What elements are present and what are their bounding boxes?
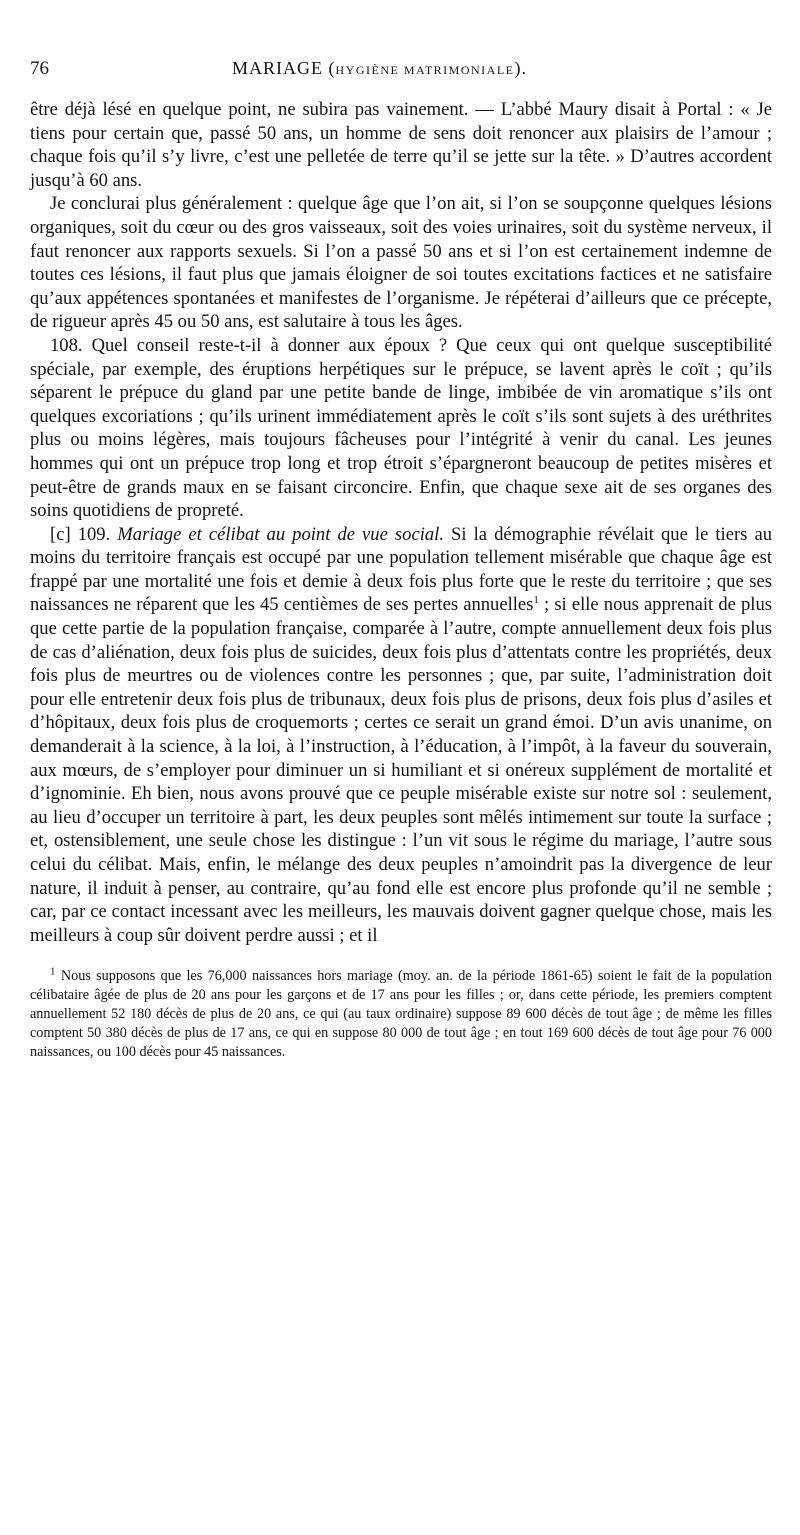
paragraph-108: 108. Quel conseil reste-t-il à donner aux époux ? Que ceux qui ont quelque susceptibilité spéciale, par exemple, des éruptions herpétiques sur le prépuce, se lavent après le coït ; qu’ils séparent le prépuce du gland par une petite bande de linge, imbibée de vin aromatique s’ils ont quelques excoriations ; qu’ils urinent immédiatement après le coït s’ils sont sujets à des uréthrites plus ou moins légères, mais toujours fâcheuses pour l’intégrité à venir du canal. Les jeunes hommes qui ont un prépuce trop long et trop étroit s’épargneront beaucoup de petites misères et peut-être de grands maux en se faisant circoncire. Enfin, que chaque sexe ait de ses organes des soins quotidiens de propreté. <box>30 334 772 522</box>
paragraph-109 <box>30 523 772 948</box>
section-text-a: Si la démographie révélait que le tiers au moins du territoire français est occupé par une population tellement misérable que chaque âge est frappé par une mortalité une fois et demie à deux fois plus forte que le reste du territoire ; que ses naissances ne réparent que les 45 centièmes de ses pertes annuelles <box>30 523 772 616</box>
running-title-subtitle: HYGIÈNE MATRIMONIALE <box>335 63 515 77</box>
footnote-text: Nous supposons que les 76,000 naissances hors mariage (moy. an. de la période 1861-65) soient le fait de la population célibataire âgée de plus de 20 ans pour les garçons et de 17 ans pour les filles ; or, dans cette période, les premiers comptent annuellement 52 180 décès de plus de 20 ans, ce qui (au taux ordinaire) suppose 89 600 décès de tout âge ; de même les filles comptent 50 380 décès de plus de 17 ans, ce qui en suppose 80 000 de tout âge ; en tout 169 600 décès de tout âge pour 76 000 naissances, ou 100 décès pour 45 naissances. <box>30 968 772 1061</box>
page-number: 76 <box>30 58 49 79</box>
footnote-marker: 1 <box>50 965 56 978</box>
book-page <box>30 58 772 1062</box>
section-text-b: ; si elle nous apprenait de plus que cette partie de la population française, comparée à l’autre, compte annuellement deux fois plus de cas d’aliénation, deux fois plus de suicides, deux fois plus d’attentats contre les propriétés, deux fois plus de meurtres ou de violences contre les personnes ; que, par suite, l’administration doit pour elle entretenir deux fois plus de tribunaux, deux fois plus de prisons, deux fois plus d’asiles et d’hôpitaux, deux fois plus de croquemorts ; certes ce serait un grand émoi. D’un avis unanime, on demanderait à la science, à la loi, à l’instruction, à l’éducation, à l’impôt, à la faveur du souverain, aux mœurs, de s’employer pour diminuer un si humiliant et si onéreux supplément de mortalité et d’ignominie. Eh bien, nous avons prouvé que ce peuple misérable existe sur notre sol : seulement, au lieu d’occuper un territoire à part, les deux peuples sont mêlés intimement sur toute la surface ; et, ostensiblement, une seule chose les distingue : l’un vit sous le régime du mariage, l’autre sous celui du célibat. Mais, enfin, le mélange des deux peuples n’amoindrit pas la divergence de leur nature, il induit à penser, au contraire, qu’au fond elle est encore plus profonde qu’il ne semble ; car, par ce contact incessant avec les meilleurs, les mauvais doivent gagner quelque chose, mais les meilleurs à coup sûr doivent perdre aussi ; et il <box>30 594 772 946</box>
section-marker: [c] 109. <box>50 523 118 545</box>
running-title <box>180 58 772 79</box>
footnote-reference: 1 <box>533 594 539 607</box>
footnotes <box>30 967 772 1062</box>
running-title-main: MARIAGE ( <box>232 58 336 78</box>
body-text <box>30 98 772 947</box>
section-title: Mariage et célibat au point de vue social. <box>117 523 444 545</box>
running-head <box>30 58 772 98</box>
paragraph-continuation: être déjà lésé en quelque point, ne subira pas vainement. — L’abbé Maury disait à Portal : « Je tiens pour certain que, passé 50 ans, un homme de sens doit renoncer aux plaisirs de l’amour ; chaque fois qu’il s’y livre, c’est une pelletée de terre qu’il se jette sur la tête. » D’autres accordent jusqu’à 60 ans. <box>30 99 772 191</box>
footnote <box>30 967 772 1062</box>
running-title-close: ). <box>514 58 527 78</box>
paragraph-conclusion: Je conclurai plus généralement : quelque âge que l’on ait, si l’on se soupçonne quelques lésions organiques, soit du cœur ou des gros vaisseaux, soit des voies urinaires, soit du système nerveux, il faut renoncer aux rapports sexuels. Si l’on a passé 50 ans et si l’on est certainement indemne de toutes ces lésions, il faut plus que jamais éloigner de soi toutes excitations factices et ne satisfaire qu’aux appétences spontanées et manifestes de l’organisme. Je répéterai d’ailleurs que ce précepte, de rigueur après 45 ou 50 ans, est salutaire à tous les âges. <box>30 193 772 333</box>
